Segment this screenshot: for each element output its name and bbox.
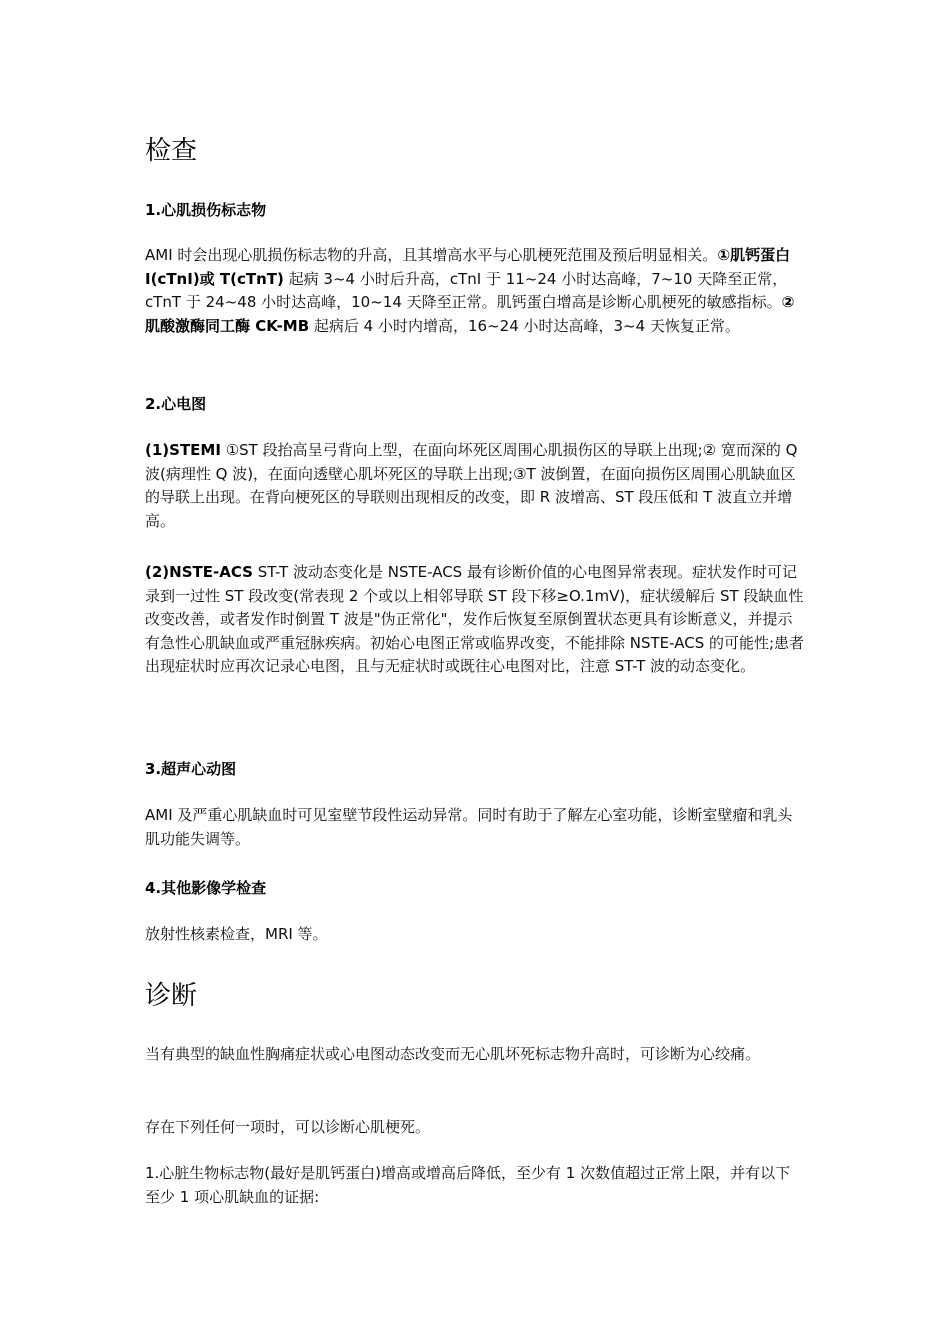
- s1-text-c: 起病 3~4 小时后升高，cTnI 于 11~24 小时达高峰，7~10 天降至正常，cTnT 于 24~48 小时达高峰，10~14 天降至正常。肌钙蛋白增高是诊断心肌梗死的敏感指标。: [145, 269, 788, 312]
- section-4-title: 4.其他影像学检查: [145, 879, 267, 897]
- section-1-title: 1.心肌损伤标志物: [145, 201, 267, 219]
- exam-heading: 检查: [145, 136, 198, 166]
- s1-bold-troponin: ①肌钙蛋白 I(cTnI)或 T(cTnT): [145, 246, 791, 288]
- stemi-text: ①ST 段抬高呈弓背向上型，在面向坏死区周围心肌损伤区的导联上出现;② 宽而深的 Q 波(病理性 Q 波)，在面向透壁心肌坏死区的导联上出现;③T 波倒置，在面向损伤区周围心肌缺血区的导联上出现。在背向梗死区的导联则出现相反的改变，即 R 波增高、ST 段压低和 T 波直立并增高。: [145, 441, 798, 530]
- stemi-label: (1)STEMI: [145, 441, 221, 459]
- section-2-title: 2.心电图: [145, 395, 207, 413]
- nste-text: ST-T 波动态变化是 NSTE-ACS 最有诊断价值的心电图异常表现。症状发作时可记录到一过性 ST 段改变(常表现 2 个或以上相邻导联 ST 段下移≥O.1mV)，症状缓解后 ST 段缺血性改变改善，或者发作时倒置 T 波是"伪正常化"，发作后恢复至原倒置状态更具有诊断意义，并提示有急性心肌缺血或严重冠脉疾病。初始心电图正常或临界改变，不能排除 NSTE-ACS 的可能性;患者出现症状时应再次记录心电图，且与无症状时或既往心电图对比，注意 ST-T 波的动态变化。: [145, 563, 805, 676]
- diagnosis-heading: 诊断: [145, 981, 198, 1011]
- nste-label: (2)NSTE-ACS: [145, 563, 253, 581]
- s1-bold-ckmb: ②肌酸激酶同工酶 CK-MB: [145, 293, 795, 335]
- diagnosis-paragraph-1: 当有典型的缺血性胸痛症状或心电图动态改变而无心肌坏死标志物升高时，可诊断为心绞痛。: [145, 1045, 761, 1063]
- section-4-paragraph: 放射性核素检查，MRI 等。: [145, 925, 328, 943]
- diagnosis-paragraph-3: 1.心脏生物标志物(最好是肌钙蛋白)增高或增高后降低，至少有 1 次数值超过正常上限，并有以下至少 1 项心肌缺血的证据:: [145, 1164, 791, 1206]
- section-1-paragraph: [145, 244, 805, 338]
- diagnosis-paragraph-2: 存在下列任何一项时，可以诊断心肌梗死。: [145, 1118, 431, 1136]
- s1-text-d: 起病后 4 小时内增高，16~24 小时达高峰，3~4 天恢复正常。: [309, 316, 740, 335]
- section-2-nste-paragraph: [145, 561, 805, 679]
- section-2-stemi-paragraph: [145, 439, 805, 533]
- section-3-paragraph: AMI 及严重心肌缺血时可见室壁节段性运动异常。同时有助于了解左心室功能，诊断室壁瘤和乳头肌功能失调等。: [145, 806, 793, 848]
- section-3-title: 3.超声心动图: [145, 760, 237, 778]
- s1-text-a: AMI 时会出现心肌损伤标志物的升高，且其增高水平与心肌梗死范围及预后明显相关。: [145, 246, 718, 264]
